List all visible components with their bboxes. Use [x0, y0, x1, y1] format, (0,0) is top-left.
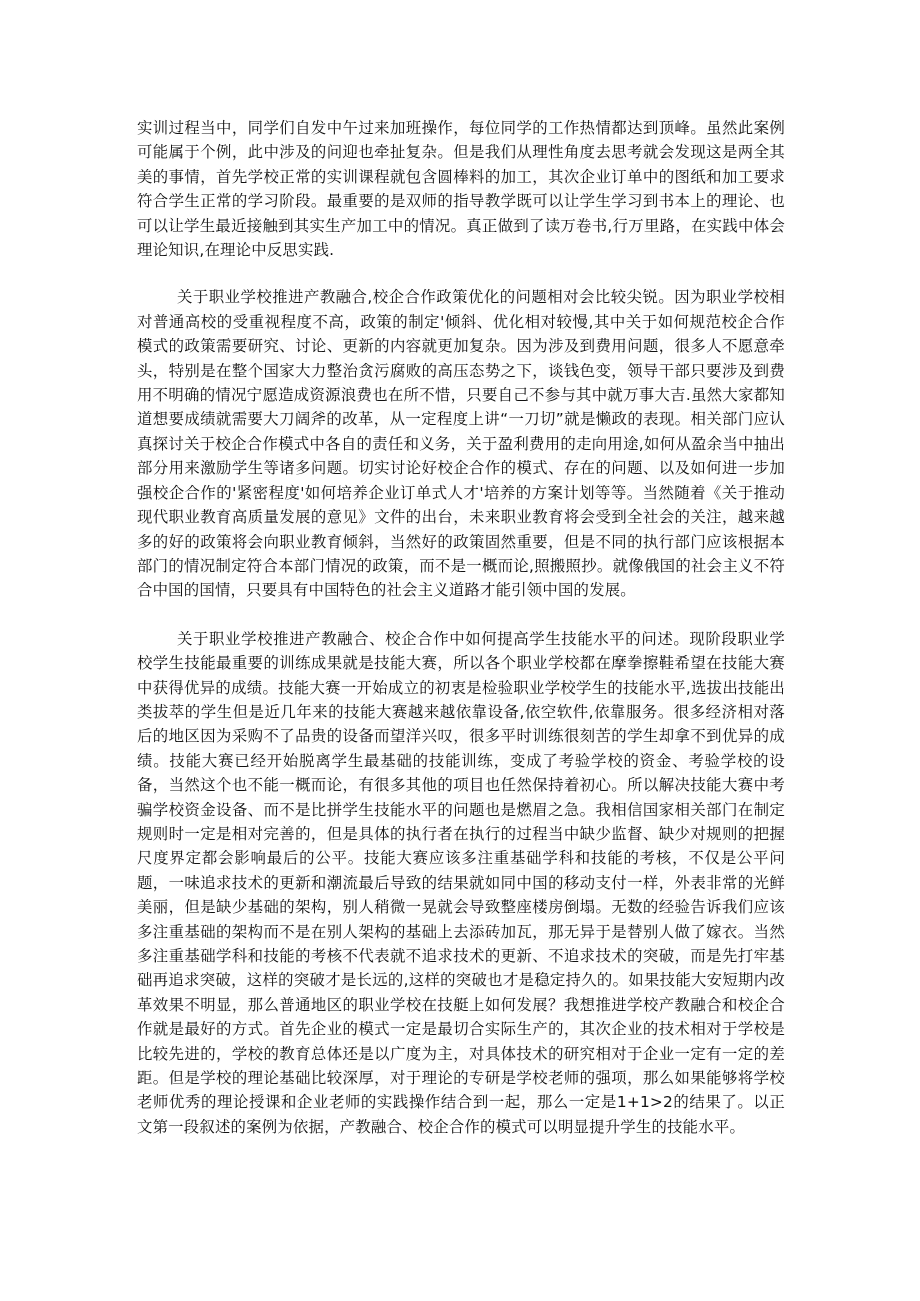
- paragraph-1: 实训过程当中，同学们自发中午过来加班操作，每位同学的工作热情都达到顶峰。虽然此案例可能属于个例，此中涉及的问迎也牵扯复杂。但是我们从理性角度去思考就会发现这是两全其美的事情，首先学校正常的实训课程就包含圆棒料的加工，其次企业订单中的图纸和加工要求符合学生正常的学习阶段。最重要的是双师的指导教学既可以让学生学习到书本上的理论、也可以让学生最近接触到其实生产加工中的情况。真正做到了读万卷书,行万里路，在实践中体会理论知识,在理论中反思实践.: [137, 119, 785, 260]
- paragraph-2: 关于职业学校推进产教融合,校企合作政策优化的问题相对会比较尖锐。因为职业学校相对普通高校的受重视程度不高，政策的制定'倾斜、优化相对较慢,其中关于如何规范校企合作模式的政策需要研究、讨论、更新的内容就更加复杂。因为涉及到费用问题，很多人不愿意牵头，特别是在整个国家大力整治贪污腐败的高压态势之下，谈钱色变，领导干部只要涉及到费用不明确的情况宁愿造成资源浪费也在所不惜，只要自己不参与其中就万事大吉.虽然大家都知道想要成绩就需要大刀阔斧的改革，从一定程度上讲“一刀切”就是懒政的表现。相关部门应认真探讨关于校企合作模式中各自的责任和义务，关于盈利费用的走向用途,如何从盈余当中抽出部分用来激励学生等诸多问题。切实讨论好校企合作的模式、存在的问题、以及如何进一步加强校企合作的'紧密程度'如何培养企业订单式人才'培养的方案计划等等。当然随着《关于推动现代职业教育高质量发展的意见》文件的出台，未来职业教育将会受到全社会的关注，越来越多的好的政策将会向职业教育倾斜，当然好的政策固然重要，但是不同的执行部门应该根据本部门的情况制定符合本部门情况的政策，而不是一概而论,照搬照抄。就像俄国的社会主义不符合中国的国情，只要具有中国特色的社会主义道路才能引领中国的发展。: [137, 288, 785, 600]
- document-body: [137, 116, 785, 1139]
- paragraph-3: 关于职业学校推进产教融合、校企合作中如何提高学生技能水平的问述。现阶段职业学校学生技能最重要的训练成果就是技能大赛，所以各个职业学校都在摩拳擦鞋希望在技能大赛中获得优异的成绩。技能大赛一开始成立的初衷是检验职业学校学生的技能水平,选拔出技能出类拔萃的学生但是近几年来的技能大赛越来越依靠设备,依空软件,依靠服务。很多经济相对落后的地区因为采购不了品贵的设备而望洋兴叹，很多平时训练很刻苦的学生却拿不到优异的成绩。技能大赛已经开始脱离学生最基础的技能训练，变成了考验学校的资金、考验学校的设备，当然这个也不能一概而论，有很多其他的项目也任然保持着初心。所以解决技能大赛中考骗学校资金设备、而不是比拼学生技能水平的问题也是燃眉之急。我相信国家相关部门在制定规则时一定是相对完善的，但是具体的执行者在执行的过程当中缺少监督、缺少对规则的把握尺度界定都会影响最后的公平。技能大赛应该多注重基础学科和技能的考核，不仅是公平问题，一味追求技术的更新和潮流最后导致的结果就如同中国的移动支付一样，外表非常的光鲜美丽，但是缺少基础的架构，别人稍微一晃就会导致整座楼房倒塌。无数的经验告诉我们应该多注重基础的架构而不是在别人架构的基础上去添砖加瓦，那无异于是替别人做了嫁衣。当然多注重基础学科和技能的考核不代表就不追求技术的更新、不追求技术的突破，而是先打牢基础再追求突破，这样的突破才是长远的,这样的突破也才是稳定持久的。如果技能大安短期内改革效果不明显，那么普通地区的职业学校在技艇上如何发展？我想推进学校产教融合和校企合作就是最好的方式。首先企业的模式一定是最切合实际生产的，其次企业的技术相对于学校是比较先进的，学校的教育总体还是以广度为主，对具体技术的研究相对于企业一定有一定的差距。但是学校的理论基础比较深厚，对于理论的专研是学校老师的强项，那么如果能够将学校老师优秀的理论授课和企业老师的实践操作结合到一起，那么一定是1+1>2的结果了。以正文第一段叙述的案例为依据，产教融合、校企合作的模式可以明显提升学生的技能水平。: [137, 629, 785, 1136]
